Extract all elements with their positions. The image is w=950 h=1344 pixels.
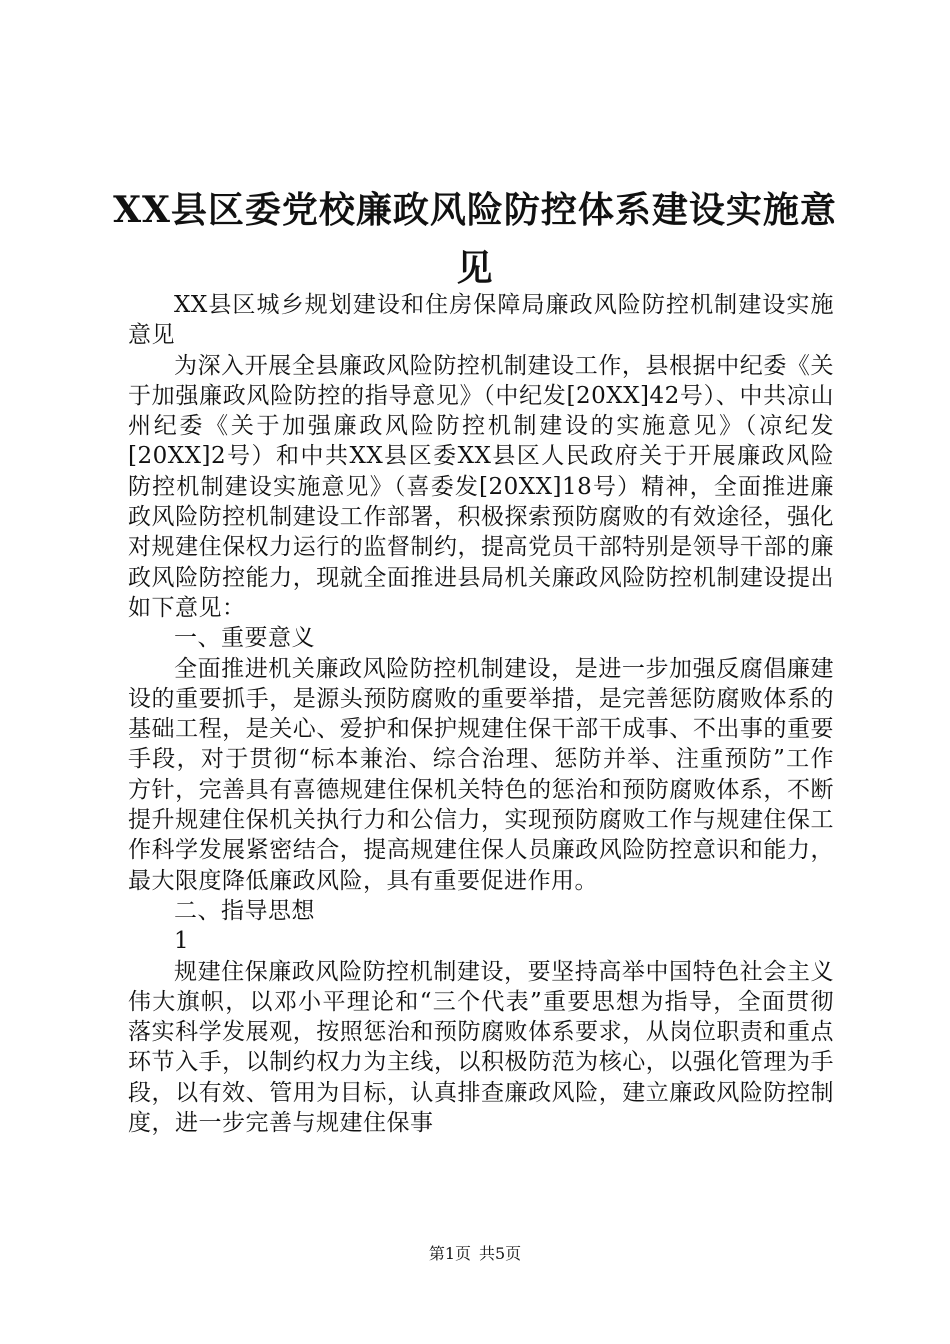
section-heading-guiding-thought: 二、指导思想 xyxy=(174,897,315,924)
paragraph-subtitle: XX县区城乡规划建设和住房保障局廉政风险防控机制建设实施意见 xyxy=(128,292,834,349)
paragraph-intro: 为深入开展全县廉政风险防控机制建设工作，县根据中纪委《关于加强廉政风险防控的指导意见》（中纪发[20XX]42号）、中共凉山州纪委《关于加强廉政风险防控机制建设的实施意见》（凉纪发[20XX]2号）和中共XX县区委XX县区人民政府关于开展廉政风险防控机制建设实施意见》（喜委发[20XX]18号）精神，全面推进廉政风险防控机制建设工作部署，积极探索预防腐败的有效途径，强化对规建住保权力运行的监督制约，提高党员干部特别是领导干部的廉政风险防控能力，现就全面推进县局机关廉政风险防控机制建设提出如下意见： xyxy=(128,352,834,621)
document-title-line-1: XX县区委党校廉政风险防控体系建设实施意 xyxy=(113,189,837,231)
section-heading-significance: 一、重要意义 xyxy=(174,625,315,652)
footer-page-label: 第1页 xyxy=(428,1244,471,1263)
paragraph-guiding-thought: 规建住保廉政风险防控机制建设，要坚持高举中国特色社会主义伟大旗帜，以邓小平理论和“三个代表”重要思想为指导，全面贯彻落实科学发展观，按照惩治和预防腐败体系要求，从岗位职责和重点环节入手，以制约权力为主线，以积极防范为核心，以强化管理为手段，以有效、管用为目标，认真排查廉政风险，建立廉政风险防控制度，进一步完善与规建住保事 xyxy=(128,958,834,1137)
document-body xyxy=(128,290,834,1138)
paragraph-significance: 全面推进机关廉政风险防控机制建设，是进一步加强反腐倡廉建设的重要抓手，是源头预防腐败的重要举措，是完善惩防腐败体系的基础工程，是关心、爱护和保护规建住保干部干成事、不出事的重要手段，对于贯彻“标本兼治、综合治理、惩防并举、注重预防”工作方针，完善具有喜德规建住保机关特色的惩治和预防腐败体系，不断提升规建住保机关执行力和公信力，实现预防腐败工作与规建住保工作科学发展紧密结合，提高规建住保人员廉政风险防控意识和能力，最大限度降低廉政风险，具有重要促进作用。 xyxy=(128,655,834,894)
document-title-line-2: 见 xyxy=(456,247,494,289)
footer-total-label: 共5页 xyxy=(479,1244,522,1263)
page-footer xyxy=(0,1244,950,1264)
inline-page-number: 1 xyxy=(174,928,190,955)
